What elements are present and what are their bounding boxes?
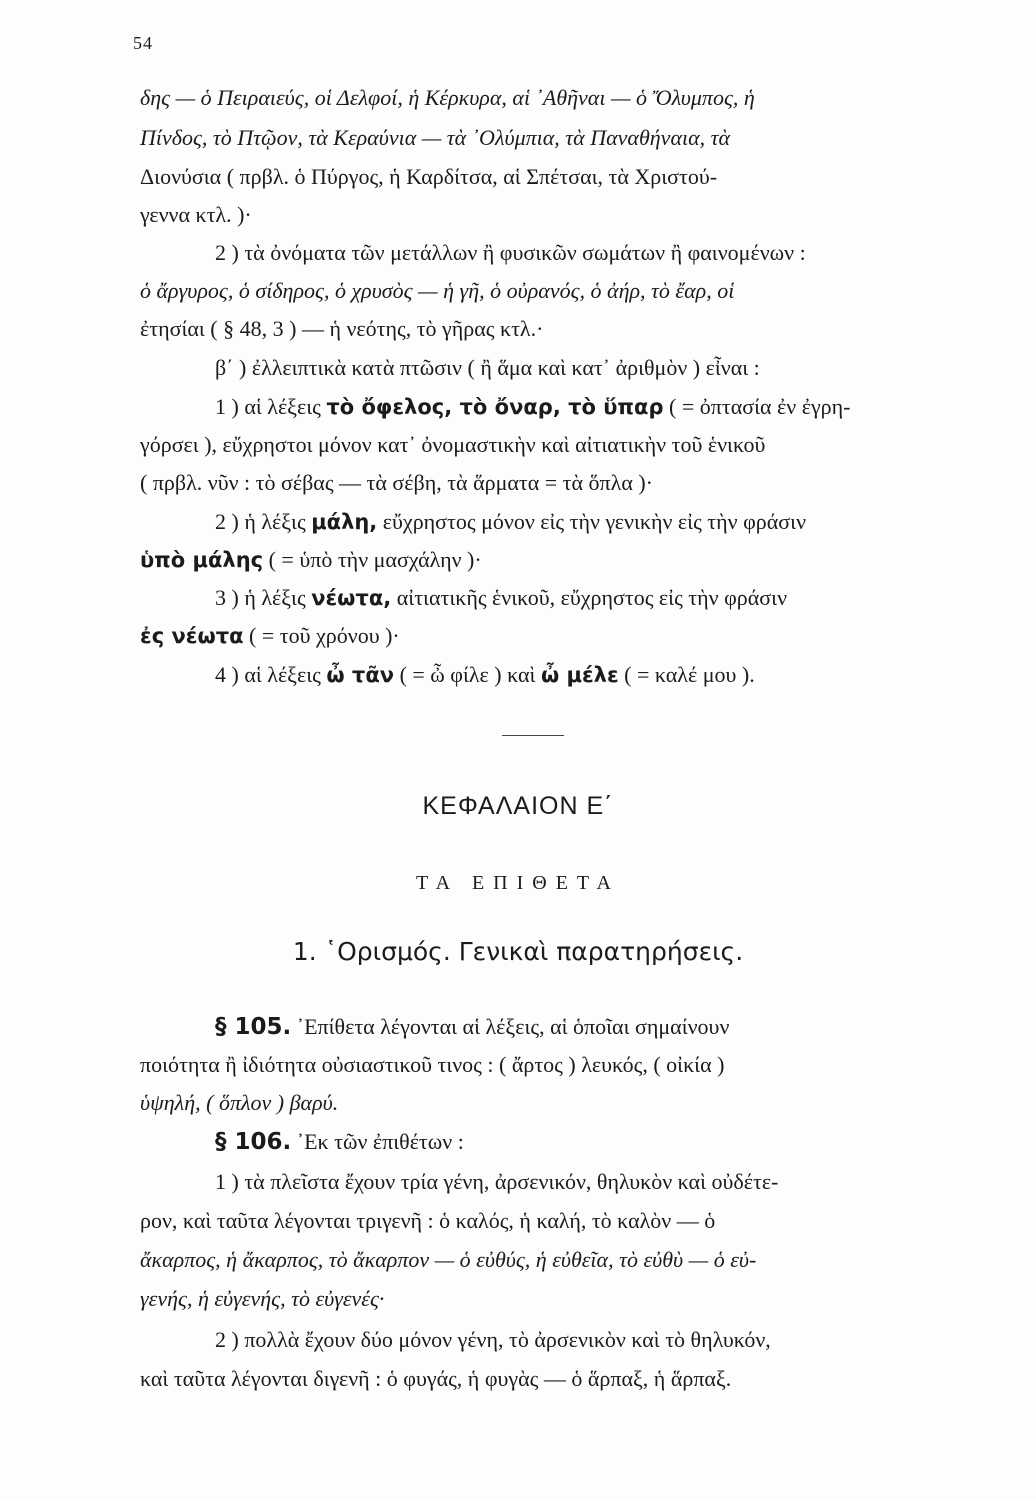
- text-span: εὔχρηστος μόνον εἰς τὴν γενικὴν εἰς τὴν φράσιν: [377, 509, 807, 534]
- text-span: 1 ) αἱ λέξεις: [215, 394, 327, 419]
- bold-term: τὸ ὄφελος, τὸ ὄναρ, τὸ ὕπαρ: [326, 395, 664, 419]
- text-line: 1 ) τὰ πλεῖστα ἔχουν τρία γένη, ἀρσενικόν, θηλυκὸν καὶ οὐδέτε-: [215, 1169, 779, 1194]
- text-line: Πίνδος, τὸ Πτῷον, τὰ Κεραύνια — τὰ ᾿Ολύμπια, τὰ Παναθήναια, τὰ: [140, 125, 731, 150]
- bold-term: ὦ τᾶν: [326, 663, 395, 687]
- text-line: γόρσει ), εὔχρηστοι μόνον κατ᾿ ὀνομαστικὴν καὶ αἰτιατικὴν τοῦ ἑνικοῦ: [140, 432, 766, 457]
- text-line: ὑψηλή, ( ὅπλον ) βαρύ.: [140, 1090, 339, 1115]
- text-span: 4 ) αἱ λέξεις: [215, 662, 327, 687]
- paragraph-105: [215, 1012, 990, 1042]
- text-line: 2 ) πολλὰ ἔχουν δύο μόνον γένη, τὸ ἀρσενικὸν καὶ τὸ θηλυκόν,: [215, 1327, 771, 1352]
- text-line: β΄ ) ἐλλειπτικὰ κατὰ πτῶσιν ( ἢ ἅμα καὶ κατ᾿ ἀριθμὸν ) εἶναι :: [215, 355, 760, 380]
- list-item: [215, 583, 990, 613]
- list-item: [215, 507, 990, 537]
- text-line: ( πρβλ. νῦν : τὸ σέβας — τὰ σέβη, τὰ ἅρματα = τὰ ὅπλα )·: [140, 470, 653, 495]
- section-divider: [502, 735, 564, 736]
- text-span: ᾿Εκ τῶν ἐπιθέτων :: [291, 1129, 464, 1154]
- text-line: ἐτησίαι ( § 48, 3 ) — ἡ νεότης, τὸ γῆρας κτλ.·: [140, 316, 544, 341]
- text-span: ( = ὀπτασία ἐν ἐγρη-: [663, 394, 851, 419]
- text-line: καὶ ταῦτα λέγονται διγενῆ : ὁ φυγάς, ἡ φυγὰς — ὁ ἅρπαξ, ἡ ἅρπαξ.: [140, 1366, 732, 1391]
- bold-term: ἐς νέωτα: [140, 624, 244, 648]
- text-line: ἄκαρπος, ἡ ἄκαρπος, τὸ ἄκαρπον — ὁ εὐθύς, ἡ εὐθεῖα, τὸ εὐθὺ — ὁ εὐ-: [140, 1247, 757, 1272]
- paragraph-106: [215, 1127, 990, 1157]
- text-line: ρον, καὶ ταῦτα λέγονται τριγενῆ : ὁ καλός, ἡ καλή, τὸ καλὸν — ὁ: [140, 1208, 716, 1233]
- text-line: δης — ὁ Πειραιεύς, οἱ Δελφοί, ἡ Κέρκυρα, αἱ ᾿Αθῆναι — ὁ Ὄλυμπος, ἡ: [140, 85, 755, 110]
- text-line: 2 ) τὰ ὀνόματα τῶν μετάλλων ἢ φυσικῶν σωμάτων ἢ φαινομένων :: [215, 240, 806, 265]
- section-heading: 1. ῾Ορισμός. Γενικαὶ παρατηρήσεις.: [292, 937, 744, 966]
- text-line: [140, 545, 990, 575]
- text-span: αἰτιατικῆς ἑνικοῦ, εὔχρηστος εἰς τὴν φράσιν: [391, 585, 788, 610]
- text-line: γενής, ἡ εὐγενής, τὸ εὐγενές·: [140, 1286, 385, 1311]
- section-number: § 106.: [215, 1129, 292, 1155]
- page-number: 54: [133, 33, 153, 53]
- text-span: ᾿Επίθετα λέγονται αἱ λέξεις, αἱ ὁποῖαι σημαίνουν: [291, 1014, 730, 1039]
- text-span: ( = ὦ φίλε ) καὶ: [394, 662, 541, 687]
- chapter-subtitle: ΤΑ ΕΠΙΘΕΤΑ: [416, 872, 620, 894]
- chapter-title: ΚΕΦΑΛΑΙΟΝ Ε΄: [422, 792, 614, 820]
- list-item: [215, 660, 990, 690]
- bold-term: ὦ μέλε: [540, 663, 619, 687]
- list-item: [215, 392, 990, 422]
- text-span: ( = τοῦ χρόνου )·: [243, 623, 400, 648]
- section-number: § 105.: [215, 1014, 292, 1040]
- bold-term: μάλη,: [311, 510, 378, 534]
- text-line: Διονύσια ( πρβλ. ὁ Πύργος, ἡ Καρδίτσα, αἱ Σπέτσαι, τὰ Χριστού-: [140, 164, 718, 189]
- bold-term: νέωτα,: [311, 586, 392, 610]
- text-line: γεννα κτλ. )·: [140, 202, 252, 227]
- text-span: ( = καλέ μου ).: [618, 662, 755, 687]
- text-line: [140, 621, 990, 651]
- text-span: ( = ὑπὸ τὴν μασχάλην )·: [263, 547, 482, 572]
- text-span: 2 ) ἡ λέξις: [215, 509, 312, 534]
- text-span: 3 ) ἡ λέξις: [215, 585, 312, 610]
- bold-term: ὑπὸ μάλης: [140, 548, 264, 572]
- text-line: ποιότητα ἢ ἰδιότητα οὐσιαστικοῦ τινος : ( ἄρτος ) λευκός, ( οἰκία ): [140, 1052, 725, 1077]
- text-line: ὁ ἄργυρος, ὁ σίδηρος, ὁ χρυσὸς — ἡ γῆ, ὁ οὐρανός, ὁ ἀήρ, τὸ ἔαρ, οἱ: [140, 278, 735, 303]
